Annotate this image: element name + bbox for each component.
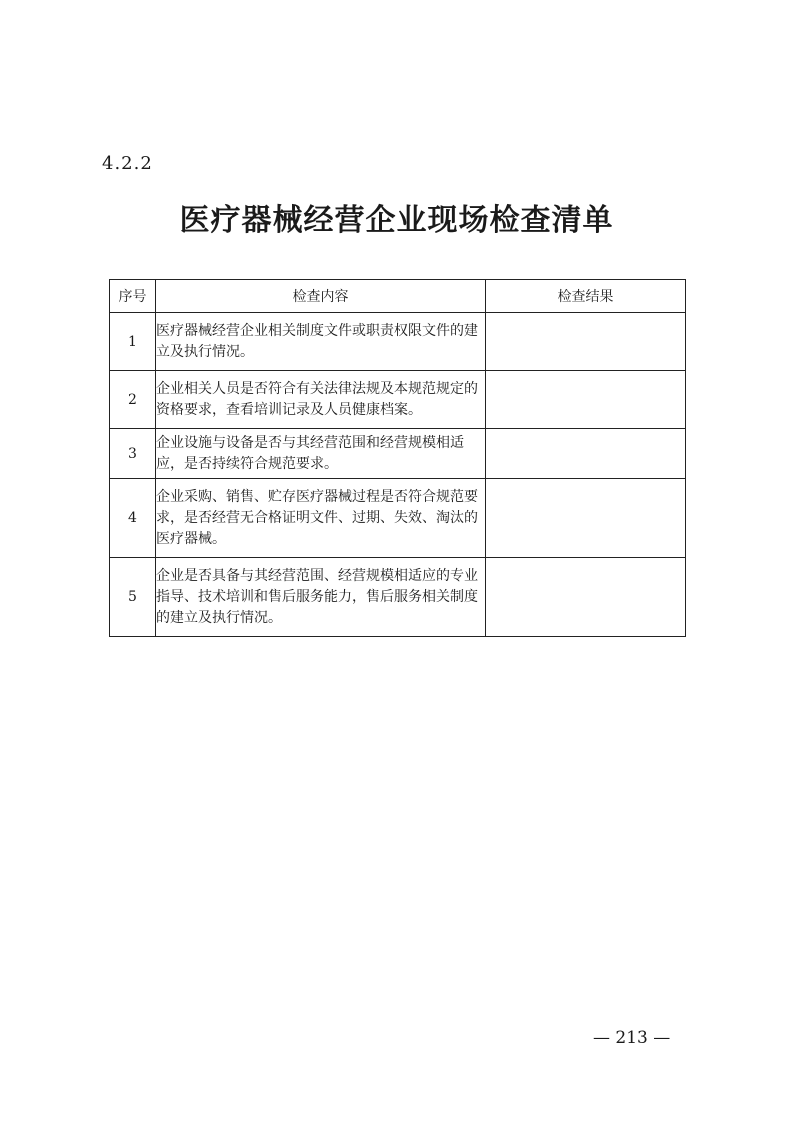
table-row: [110, 429, 686, 479]
inspection-checklist-table: [109, 279, 686, 637]
page-number: — 213 —: [593, 1028, 671, 1048]
row-result-cell[interactable]: [486, 313, 686, 371]
row-content: 企业相关人员是否符合有关法律法规及本规范规定的资格要求，查看培训记录及人员健康档案。: [156, 371, 486, 429]
row-result-cell[interactable]: [486, 371, 686, 429]
header-content: 检查内容: [156, 280, 486, 313]
row-result-cell[interactable]: [486, 429, 686, 479]
row-index: 5: [110, 558, 156, 637]
row-content: 企业采购、销售、贮存医疗器械过程是否符合规范要求，是否经营无合格证明文件、过期、失效、淘汰的医疗器械。: [156, 479, 486, 558]
row-index: 1: [110, 313, 156, 371]
row-content: 企业是否具备与其经营范围、经营规模相适应的专业指导、技术培训和售后服务能力，售后服务相关制度的建立及执行情况。: [156, 558, 486, 637]
row-index: 4: [110, 479, 156, 558]
header-index: 序号: [110, 280, 156, 313]
row-index: 3: [110, 429, 156, 479]
row-result-cell[interactable]: [486, 558, 686, 637]
document-title: 医疗器械经营企业现场检查清单: [179, 203, 614, 238]
header-result: 检查结果: [486, 280, 686, 313]
row-content: 企业设施与设备是否与其经营范围和经营规模相适应，是否持续符合规范要求。: [156, 429, 486, 479]
row-result-cell[interactable]: [486, 479, 686, 558]
table-row: [110, 558, 686, 637]
table-row: [110, 313, 686, 371]
section-number: 4.2.2: [102, 153, 153, 174]
row-index: 2: [110, 371, 156, 429]
row-content: 医疗器械经营企业相关制度文件或职责权限文件的建立及执行情况。: [156, 313, 486, 371]
table-row: [110, 371, 686, 429]
table-row: [110, 479, 686, 558]
table-header-row: [110, 280, 686, 313]
